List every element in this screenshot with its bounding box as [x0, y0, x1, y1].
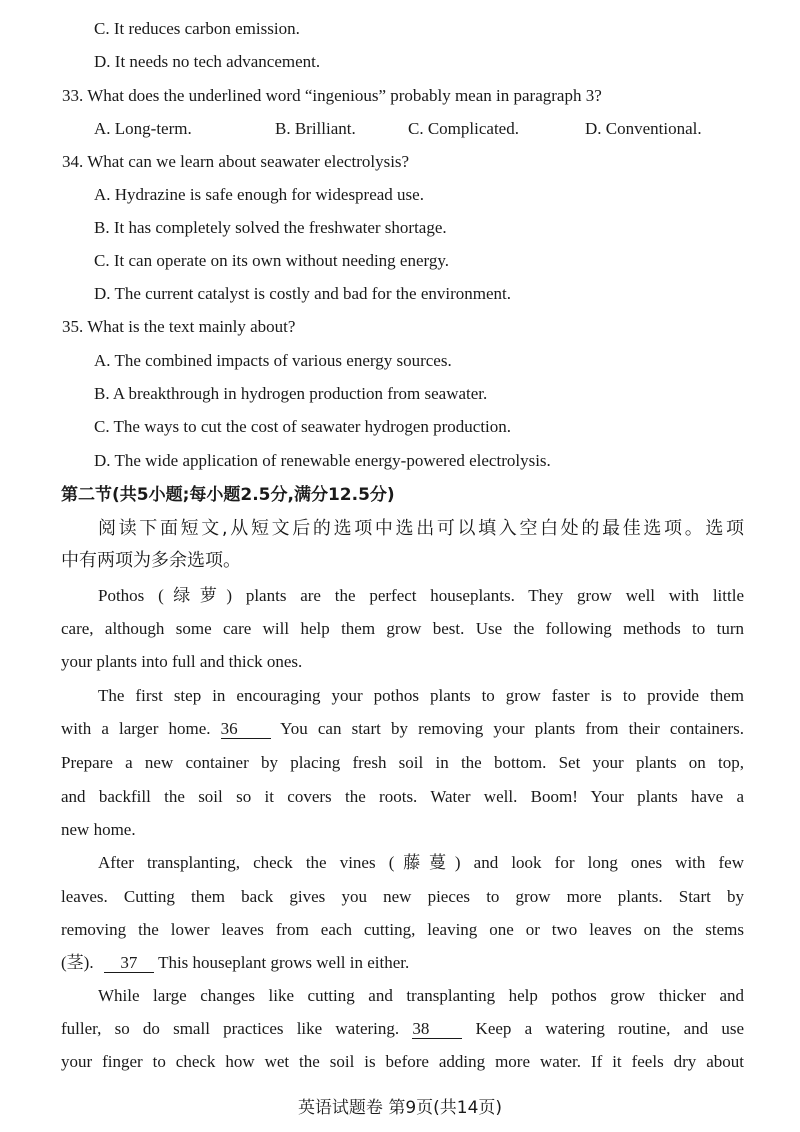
question-33-stem: 33. What does the underlined word “ingenious” probably mean in paragraph 3? — [62, 86, 602, 105]
section-instruction-line-2: 中有两项为多余选项。 — [61, 550, 241, 571]
blank-38[interactable]: 38 — [412, 1020, 462, 1039]
blank-37[interactable]: 37 — [104, 954, 154, 973]
option-34c: C. It can operate on its own without needing energy. — [94, 251, 450, 270]
question-35-stem: 35. What is the text mainly about? — [62, 317, 296, 336]
passage-p2-line-3: Prepare a new container by placing fresh soil in the bottom. Set your plants on top, — [61, 753, 744, 772]
option-34a: A. Hydrazine is safe enough for widespread use. — [94, 185, 424, 204]
passage-p2-line-2-before: with a larger home. — [61, 719, 211, 738]
passage-p4-line-2-before: fuller, so do small practices like watering. — [61, 1019, 400, 1038]
passage-p3-line-1: After transplanting, check the vines (藤蔓) and look for long ones with few — [98, 853, 744, 872]
passage-p3-line-4-after: This houseplant grows well in either. — [158, 953, 410, 972]
passage-p2-line-4: and backfill the soil so it covers the roots. Water well. Boom! Your plants have a — [61, 787, 744, 806]
question-33-options — [0, 118, 800, 140]
option-35c: C. The ways to cut the cost of seawater hydrogen production. — [94, 417, 512, 436]
passage-p4-line-3: your finger to check how wet the soil is before adding more water. If it feels dry about — [61, 1052, 744, 1071]
option-34b: B. It has completely solved the freshwater shortage. — [94, 218, 447, 237]
option-35b: B. A breakthrough in hydrogen production from seawater. — [94, 384, 488, 403]
passage-p4-line-1: While large changes like cutting and transplanting help pothos grow thicker and — [98, 986, 744, 1005]
option-32d: D. It needs no tech advancement. — [94, 52, 321, 71]
passage-p4-line-2-after: Keep a watering routine, and use — [475, 1019, 745, 1038]
option-34d: D. The current catalyst is costly and bad for the environment. — [94, 284, 512, 303]
section-heading: 第二节(共5小题;每小题2.5分,满分12.5分) — [61, 485, 395, 505]
passage-p3-line-4-before: (茎). — [61, 953, 94, 972]
blank-36[interactable]: 36 — [221, 720, 271, 739]
passage-p1-line-1: Pothos (绿萝) plants are the perfect houseplants. They grow well with little — [98, 586, 744, 605]
passage-p3-line-3: removing the lower leaves from each cutting, leaving one or two leaves on the stems — [61, 920, 744, 939]
option-33b: B. Brilliant. — [275, 119, 356, 138]
option-33a: A. Long-term. — [94, 119, 192, 138]
option-33c: C. Complicated. — [408, 119, 519, 138]
passage-p1-line-3: your plants into full and thick ones. — [61, 652, 303, 671]
passage-p2-line-5: new home. — [61, 820, 136, 839]
option-33d: D. Conventional. — [585, 119, 702, 138]
option-35d: D. The wide application of renewable energy-powered electrolysis. — [94, 451, 551, 470]
passage-p3-line-2: leaves. Cutting them back gives you new pieces to grow more plants. Start by — [61, 887, 744, 906]
passage-p2-line-2-after: You can start by removing your plants from their containers. — [280, 719, 744, 738]
passage-p2-line-2 — [61, 718, 744, 740]
passage-p3-line-4 — [61, 952, 744, 974]
option-35a: A. The combined impacts of various energy sources. — [94, 351, 452, 370]
option-32c: C. It reduces carbon emission. — [94, 19, 300, 38]
passage-p1-line-2: care, although some care will help them grow best. Use the following methods to turn — [61, 619, 744, 638]
passage-p4-line-2 — [61, 1018, 744, 1040]
page-footer: 英语试题卷 第9页(共14页) — [297, 1098, 503, 1118]
section-instruction-line-1: 阅读下面短文,从短文后的选项中选出可以填入空白处的最佳选项。选项 — [98, 518, 744, 539]
question-34-stem: 34. What can we learn about seawater electrolysis? — [62, 152, 410, 171]
passage-p2-line-1: The first step in encouraging your pothos plants to grow faster is to provide them — [98, 686, 744, 705]
